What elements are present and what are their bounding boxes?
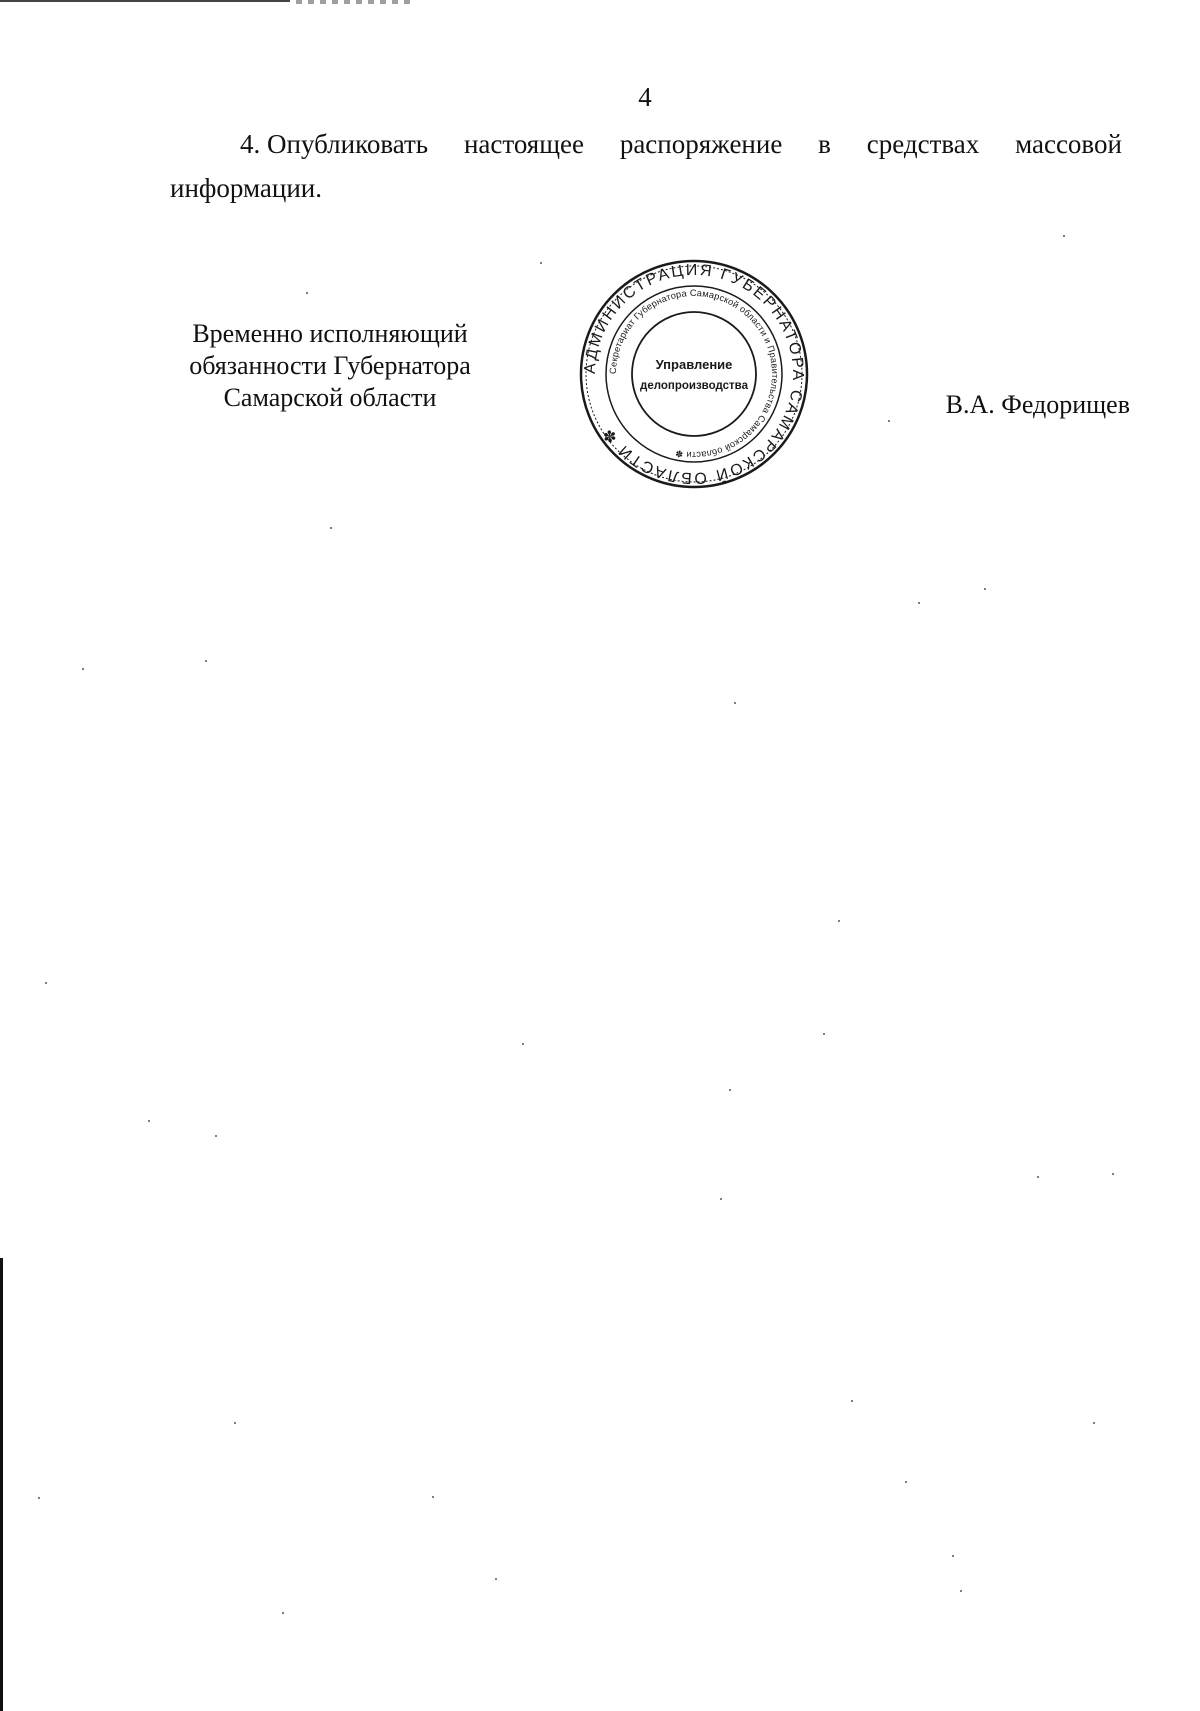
scan-speck (984, 588, 986, 590)
scan-edge-shadow (0, 1258, 3, 1711)
scan-speck (1063, 235, 1065, 237)
scan-speck (38, 1497, 40, 1499)
seal-center-line-1: Управление (655, 357, 733, 372)
official-seal (578, 258, 810, 490)
scan-speck (952, 1555, 954, 1557)
paragraph-word: 4. Опубликовать (240, 129, 429, 159)
scan-speck (838, 920, 840, 922)
top-edge-dots (296, 0, 416, 4)
scan-speck (495, 1578, 497, 1580)
scan-speck (540, 262, 542, 264)
paragraph-word: в (818, 129, 831, 159)
signer-name: В.А. Федорищев (945, 390, 1130, 419)
page-number: 4 (638, 82, 652, 112)
paragraph-item-4 (170, 122, 1122, 210)
scan-speck (960, 1590, 962, 1592)
scan-speck (282, 1612, 284, 1614)
scan-speck (888, 420, 890, 422)
scan-speck (823, 1033, 825, 1035)
top-edge-rule (0, 0, 290, 2)
seal-outer-text: АДМИНИСТРАЦИЯ ГУБЕРНАТОРА САМАРСКОЙ ОБЛАСТИ ✽ (581, 261, 807, 487)
paragraph-line-2: информации. (170, 173, 322, 203)
scan-speck (306, 292, 308, 294)
scan-speck (851, 1400, 853, 1402)
signatory-line: обязанности Губернатора (189, 351, 471, 380)
scan-speck (234, 1422, 236, 1424)
signatory-title (165, 318, 495, 414)
scan-speck (905, 1481, 907, 1483)
scan-speck (1112, 1173, 1114, 1175)
scan-speck (205, 660, 207, 662)
scan-speck (215, 1135, 217, 1137)
scan-speck (45, 982, 47, 984)
scan-speck (330, 527, 332, 529)
signatory-line: Временно исполняющий (192, 319, 468, 348)
scan-speck (720, 1198, 722, 1200)
scan-speck (918, 602, 920, 604)
scan-speck (729, 1089, 731, 1091)
scan-speck (148, 1120, 150, 1122)
signatory-line: Самарской области (223, 383, 437, 412)
paragraph-word: настоящее (463, 129, 584, 159)
paragraph-word: массовой (1015, 129, 1122, 159)
scan-speck (1037, 1176, 1039, 1178)
scan-speck (82, 668, 84, 670)
scan-speck (734, 702, 736, 704)
seal-inner-ring (632, 312, 756, 436)
scan-speck (1093, 1422, 1095, 1424)
seal-inner-text: Секретариат Губернатора Самарской области и Правительства Самарской области ✽ (607, 287, 781, 461)
scan-speck (432, 1496, 434, 1498)
scan-speck (522, 1043, 524, 1045)
paragraph-line-1 (170, 122, 1122, 166)
seal-center-line-2: делопроизводства (640, 380, 748, 392)
paragraph-word: средствах (866, 129, 980, 159)
paragraph-word: распоряжение (619, 129, 783, 159)
